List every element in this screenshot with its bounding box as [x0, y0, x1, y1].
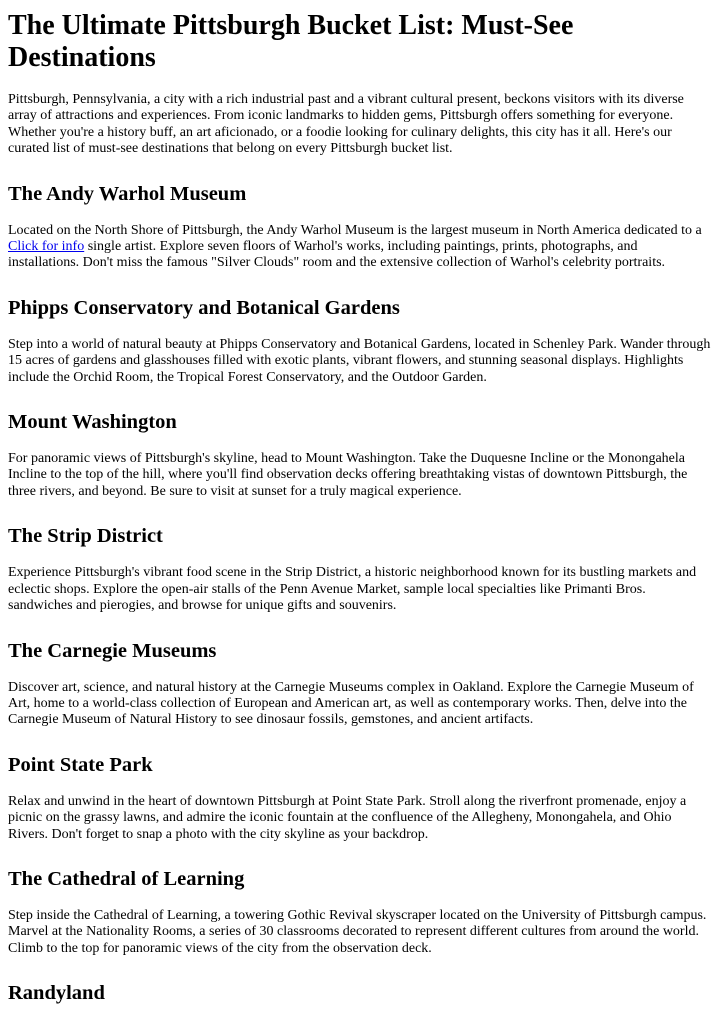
paragraph-text: Located on the North Shore of Pittsburgh, the Andy Warhol Museum is the largest museum in North America dedicated to a — [8, 222, 702, 238]
article — [0, 10, 712, 1005]
section-heading: The Andy Warhol Museum — [8, 182, 247, 205]
section-mount-washington — [8, 410, 712, 500]
section-strip-district — [8, 524, 712, 614]
section-heading: The Carnegie Museums — [8, 639, 217, 662]
section-cathedral-of-learning — [8, 867, 712, 957]
section-heading: Point State Park — [8, 753, 153, 776]
section-paragraph: Discover art, science, and natural history at the Carnegie Museums complex in Oakland. Explore the Carnegie Museum of Art, home to a world-class collection of European and American art, as well as contemporary works. Then, delve into the Carnegie Museum of Natural History to see dinosaur fossils, gemstones, and ancient artifacts. — [8, 679, 694, 728]
section-heading: The Strip District — [8, 525, 163, 548]
section-randyland — [8, 981, 712, 1005]
section-heading: The Cathedral of Learning — [8, 867, 245, 890]
section-carnegie-museums — [8, 639, 712, 729]
section-heading: Phipps Conservatory and Botanical Gardens — [8, 296, 400, 319]
section-paragraph: Step inside the Cathedral of Learning, a towering Gothic Revival skyscraper located on the University of Pittsburgh campus. Marvel at the Nationality Rooms, a series of 30 classrooms decorated to represent different cultures from around the world. Climb to the top for panoramic views of the city from the observation deck. — [8, 907, 707, 956]
section-andy-warhol-museum — [8, 182, 712, 272]
intro-paragraph: Pittsburgh, Pennsylvania, a city with a rich industrial past and a vibrant cultural present, beckons visitors with its diverse array of attractions and experiences. From iconic landmarks to hidden gems, Pittsburgh offers something for everyone. Whether you're a history buff, an art aficionado, or a foodie looking for culinary delights, this city has it all. Here's our curated list of must-see destinations that belong on every Pittsburgh bucket list. — [8, 92, 684, 157]
paragraph-text: single artist. Explore seven floors of Warhol's works, including paintings, prints, photographs, and installations. Don't miss the famous "Silver Clouds" room and the extensive collection of Warhol's celebrity portraits. — [8, 239, 666, 271]
section-heading: Mount Washington — [8, 411, 177, 434]
section-paragraph — [8, 223, 712, 272]
section-paragraph: Step into a world of natural beauty at Phipps Conservatory and Botanical Gardens, located in Schenley Park. Wander through 15 acres of gardens and glasshouses filled with exotic plants, vibrant flowers, and stunning seasonal displays. Highlights include the Orchid Room, the Tropical Forest Conservatory, and the Outdoor Garden. — [8, 336, 711, 385]
page-title: The Ultimate Pittsburgh Bucket List: Must-See Destinations — [8, 10, 574, 73]
section-point-state-park — [8, 753, 712, 843]
section-paragraph: Relax and unwind in the heart of downtown Pittsburgh at Point State Park. Stroll along the riverfront promenade, enjoy a picnic on the grassy lawns, and admire the iconic fountain at the confluence of the Allegheny, Monongahela, and Ohio Rivers. Don't forget to snap a photo with the city skyline as your backdrop. — [8, 793, 687, 842]
section-paragraph: For panoramic views of Pittsburgh's skyline, head to Mount Washington. Take the Duquesne Incline or the Monongahela Incline to the top of the hill, where you'll find observation decks offering breathtaking vistas of downtown Pittsburgh, the three rivers, and beyond. Be sure to visit at sunset for a truly magical experience. — [8, 451, 688, 499]
section-heading: Randyland — [8, 982, 105, 1005]
click-for-info-link[interactable]: Click for info — [8, 239, 85, 255]
section-phipps-conservatory — [8, 296, 712, 386]
section-paragraph: Experience Pittsburgh's vibrant food scene in the Strip District, a historic neighborhood known for its bustling markets and eclectic shops. Explore the open-air stalls of the Penn Avenue Market, sample local specialties like Primanti Bros. sandwiches and pierogies, and browse for unique gifts and souvenirs. — [8, 565, 697, 614]
